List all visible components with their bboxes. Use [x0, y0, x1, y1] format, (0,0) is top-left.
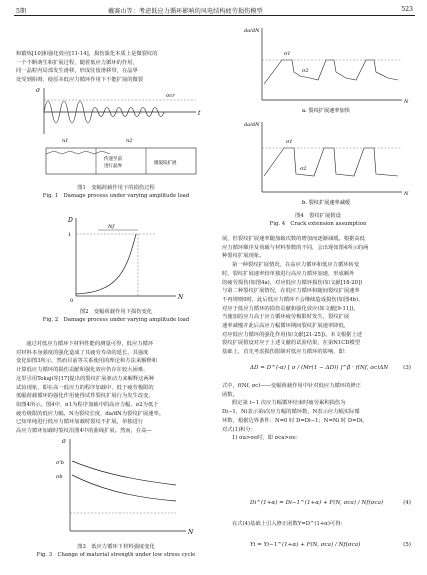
text-line: 对式(1)积分：	[222, 426, 256, 433]
text-line: 这里引用Tokaji等[17]提出的裂纹扩展驱动力来解释这两种	[16, 375, 155, 382]
fig4a-n-label: N	[404, 99, 409, 105]
fig4a-sigma1-label: σ1	[284, 51, 291, 57]
text-line: 时，裂纹扩展速率较单独进行高应力循环加速，形成额外	[222, 270, 355, 277]
text-line: 通过对低应力循环下材料性能的测量可得，低应力循环	[26, 341, 154, 347]
header-rule	[14, 15, 415, 16]
fig1-grain-label-1: 传递至前	[104, 157, 122, 162]
fig4a-sigma2-label: σ2	[302, 68, 309, 74]
text-line: 函数。	[222, 391, 238, 398]
fig4a-dadn-label: da/dN	[244, 28, 260, 34]
text-line: 裂纹扩展假设对应于上述文献的试验结果，在第N1CD模型	[222, 340, 361, 347]
text-line: 的疲劳损伤(如图4a)，对应低应力循环损伤(如文献[18-20])	[222, 279, 363, 286]
figure-2-caption-en: Fig. 2 Damage process under varying amplitude load	[42, 317, 190, 323]
fig4b-n-label: N	[404, 191, 409, 197]
left-intro-paragraph	[16, 50, 216, 85]
fig3-sigma-label: σ	[62, 438, 67, 445]
text-line: 低幅荷载循环的强化作用使得试件裂纹扩展行为发生改变，	[16, 393, 154, 400]
text-line: 对材料本身强度的强化造成了其疲劳寿命的延长，其强度	[16, 349, 149, 356]
figure-1-caption-en: Fig. 1 Damage process under varying amplitude load	[42, 193, 190, 199]
fig2-zero-label: 0	[70, 298, 74, 304]
equation-5-number: (5)	[403, 542, 411, 548]
equation-3: ΔD = D^(-α) [ σ / (Mr(1 − ΔD)) ]^β · f(Nf, σc)ΔN	[250, 365, 389, 371]
equation-5: Yi = Yi−1^(1+α) + F(N, σca) / Nf(σca)	[250, 542, 361, 548]
equation-4-number: (4)	[403, 500, 411, 506]
fig1-grain-label-2: 进行晶界	[104, 164, 122, 169]
fig4-sub-a: a. 裂纹扩展速率加快	[302, 108, 350, 114]
text-line: 计算低应力循环的损伤贡献和强化效应仍存在较大困难，	[16, 367, 149, 374]
text-line: 已知单纯进行低应力循环加载时裂纹不扩展，单独进行	[16, 419, 144, 426]
fig4b-sigma2-label: σ2	[300, 166, 307, 172]
left-body-paragraph	[16, 340, 216, 436]
fig1-n2-label: n2	[126, 138, 133, 144]
text-line: 当施加的应力高于应力循环疲劳极限时发生，裂纹扩展	[222, 314, 350, 321]
text-line: 试验现象，即在高一低应力的程序加载中，低于疲劳极限的	[16, 384, 154, 391]
text-line: 速率减慢并此后高应力幅循环期间裂纹扩展速率降低，	[222, 323, 350, 330]
text-line: 环数，根据边界条件：N=0 时 D=Di−1；N=Ni 时 D=Di，	[222, 417, 368, 424]
fig3-sb-label: σb	[56, 474, 63, 480]
text-line: 展，但裂纹扩展速率随加载次数的增加而逐渐减缓。根据高低	[222, 236, 366, 242]
figure-4-drawing	[222, 20, 414, 208]
text-line: 疲劳极限的低应力幅，N为裂纹长度，da/dN为裂纹扩展速率。	[16, 410, 165, 417]
text-line: 1) σa>σe时，即 σca>σe：	[232, 435, 301, 442]
fig1-sigma-label: σ	[36, 87, 41, 94]
after-eq4-text	[222, 520, 414, 529]
right-body-paragraph	[222, 235, 414, 357]
figure-1-drawing	[16, 84, 216, 180]
text-line: 处受到阻碍，使原本低应力循环作用下不能扩展的微裂	[16, 77, 144, 84]
figure-3-caption-cn: 图3 低应力循环下材料强度变化	[77, 544, 155, 550]
fig1-n1-label: n1	[62, 138, 69, 144]
text-line: 对应低应力循环的强化作用(如文献[21-25])。本文根据上述	[222, 331, 363, 338]
text-line: 高应力循环加载时裂纹沿图4中的曲线扩展。然而，在高—	[16, 428, 152, 435]
text-line: 与第二种裂纹扩展情况，在低应力循环和随间裂纹扩展速率	[222, 288, 360, 295]
page-header	[0, 0, 427, 20]
text-line: 变化如图3所示，然而目前等关系使用的理论和方法来解释和	[16, 358, 158, 365]
figure-3-caption-en: Fig. 3 Change of material strength under low stress cycle	[36, 552, 196, 558]
page-number: 523	[401, 6, 413, 13]
fig1-crack-label: 微裂纹扩展	[154, 161, 177, 166]
text-line: 不再规则0时，此后低应力循环不会继续造成损伤(如图4b)，	[222, 296, 364, 303]
figure-2-drawing	[16, 214, 216, 304]
figure-3-drawing	[16, 435, 216, 539]
figure-4-caption-cn: 图4 裂纹扩展假设	[295, 213, 341, 219]
figure-3	[16, 435, 216, 557]
fig3-n-label: N	[188, 529, 194, 536]
issue-number: 5期	[16, 8, 27, 15]
text-line: 如图4所示。图4中，σ1为程序加载中的高应力幅，σ2为低于	[16, 401, 159, 408]
figure-1-caption-cn: 图1 变幅荷载作用下的损伤过程	[77, 185, 155, 191]
fig3-sbp-label: σ'b	[56, 460, 64, 466]
fig2-d-label: D	[68, 217, 73, 224]
figure-2	[16, 214, 216, 322]
fig4b-dadn-label: da/dN	[244, 122, 260, 128]
text-line: 在式(4)基础上引入修正函数Y=D^(1+α)可得：	[232, 521, 346, 527]
figure-4	[222, 20, 414, 232]
text-line: 对应于低应力循环的损伤贡献和强化效应(如文献[9-11])。	[222, 305, 359, 312]
fig4-sub-b: b. 裂纹扩展速率减缓	[302, 200, 351, 206]
text-line: 基础上，首先考虑损伤限制对低应力循环的影响，即：	[222, 349, 350, 356]
text-line: 第一种裂纹扩展情况，在高应力循环和低应力循环转变	[232, 262, 360, 269]
text-line: 一个不断萌生和扩展过程，随着低应力循环的作用，	[16, 59, 138, 66]
fig1-sigma-cr-label: σcr	[166, 93, 175, 99]
fig4b-sigma1-label: σ1	[286, 139, 293, 145]
equation-3-number: (3)	[403, 365, 411, 371]
text-line: 假定第 i−1 次应力幅循环结束时疲劳累积损伤为	[232, 400, 346, 407]
after-eq3-text	[222, 382, 414, 443]
equation-4: Di^(1+α) = Di−1^(1+α) + F(N, σca) / Nf(σca)	[250, 500, 384, 506]
fig2-one-label: 1	[68, 232, 72, 238]
running-title: 戴赛山等：考虑低应力循环影响的风电结构疲劳损伤模型	[108, 8, 263, 15]
fig2-nf-label: Nf	[108, 224, 115, 230]
figure-4-caption-en: Fig. 4 Crack extension assumption	[269, 221, 367, 227]
text-line: 同一晶粒内局部发生滑移，形成驻留滑移带，在晶界	[16, 68, 138, 75]
text-line: 和锻炼[10]和强化效应[11-14]，损伤演化本质上是微裂纹的	[16, 51, 158, 57]
fig1-t-label: t	[198, 110, 201, 117]
text-line: 式中，f(Nf, σc)——变幅荷载作用中针对低应力循环的修正	[222, 383, 361, 389]
figure-1	[16, 84, 216, 199]
fig2-n-label: N	[178, 294, 184, 301]
text-line: 种裂纹扩展现象。	[222, 253, 265, 260]
text-line: Di−1，Ni表示第i次应力幅的循环数，N表示应力幅实际循	[222, 409, 360, 416]
figure-2-caption-cn: 图2 变幅荷载作用下损伤变化	[79, 309, 153, 315]
text-line: 应力循环顺序及荷载与材料参数的不同，会出现如图4所示的两	[222, 244, 369, 251]
